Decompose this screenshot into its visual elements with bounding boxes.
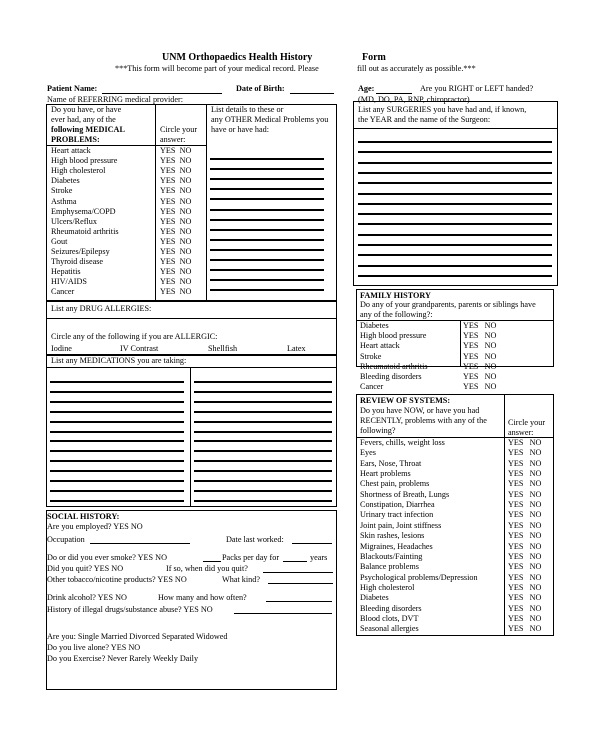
yes-no-answer[interactable] [160,277,191,287]
yes-option[interactable]: YES [160,257,176,267]
no-option[interactable]: NO [529,593,542,603]
yes-no-answer[interactable] [463,382,496,392]
medication-line[interactable] [50,460,184,462]
yes-no-answer[interactable] [508,604,541,614]
system-item: Constipation, Diarrhea [360,500,435,510]
system-item: Balance problems [360,562,419,572]
occupation-field[interactable] [90,543,190,544]
no-option[interactable]: NO [179,226,192,236]
medical-header: Do you have, or have ever had, any of the following MEDICAL PROBLEMS: [51,105,125,144]
medical-problem-item: Stroke [51,186,73,196]
no-option[interactable]: NO [179,257,192,267]
no-option[interactable]: NO [179,186,192,196]
marital-status-question[interactable]: Are you: Single Married Divorced Separated Widowed [47,632,228,641]
yes-option[interactable]: YES [508,510,524,520]
other-problem-line[interactable] [210,279,324,281]
yes-option[interactable]: YES [508,562,524,572]
system-item: Urinary tract infection [360,510,434,520]
yes-no-answer[interactable] [463,331,496,341]
social-history-title: SOCIAL HISTORY: [47,512,120,521]
yes-no-answer[interactable] [508,542,541,552]
yes-option[interactable]: YES [508,479,524,489]
how-many-label: How many and how often? [158,593,247,602]
system-item: Skin rashes, lesions [360,531,425,541]
yes-no-answer[interactable] [463,321,496,331]
medical-problem-item: Cancer [51,287,75,297]
surgery-line[interactable] [358,172,552,174]
family-condition-item: Heart attack [360,341,400,351]
yes-no-answer[interactable] [160,156,191,166]
system-item: Diabetes [360,593,389,603]
no-option[interactable]: NO [179,287,192,297]
medical-problem-item: HIV/AIDS [51,277,87,287]
yes-no-answer[interactable] [160,257,191,267]
system-item: Eyes [360,448,376,458]
yes-no-answer[interactable] [508,500,541,510]
yes-no-answer[interactable] [508,510,541,520]
surgery-line[interactable] [358,203,552,205]
family-condition-item: Stroke [360,351,382,361]
yes-no-answer[interactable] [463,372,496,382]
no-option[interactable]: NO [179,146,192,155]
alcohol-question[interactable]: Drink alcohol? YES NO [47,593,127,602]
age-field[interactable] [376,93,412,94]
other-problem-line[interactable] [210,269,324,271]
patient-name-label: Patient Name: [47,84,98,93]
form-subtitle-suffix: fill out as accurately as possible.*** [357,64,476,73]
surgery-line[interactable] [358,223,552,225]
yes-option[interactable]: YES [508,500,524,510]
medication-line[interactable] [194,401,332,403]
family-condition-item: Diabetes [360,321,389,330]
how-many-field[interactable] [266,601,332,602]
no-option[interactable]: NO [529,613,542,623]
yes-option[interactable]: YES [160,277,176,287]
medication-line[interactable] [194,480,332,482]
yes-no-answer[interactable] [508,562,541,572]
yes-option[interactable]: YES [508,489,524,499]
review-of-systems-title: REVIEW OF SYSTEMS: [360,396,451,405]
system-item: Seasonal allergies [360,624,419,634]
medication-line[interactable] [194,460,332,462]
other-problem-line[interactable] [210,239,324,241]
surgery-line[interactable] [358,244,552,246]
yes-no-answer[interactable] [508,573,541,583]
medical-problem-item: Emphysema/COPD [51,206,116,216]
surgery-line[interactable] [358,275,552,277]
medications-label: List any MEDICATIONS you are taking: [51,356,187,365]
yes-option[interactable]: YES [508,551,524,561]
no-option[interactable]: NO [529,500,542,510]
medical-problem-item: Rheumatoid arthritis [51,226,119,236]
when-quit-label: If so, when did you quit? [166,564,248,573]
surgery-line[interactable] [358,162,552,164]
dob-label: Date of Birth: [236,84,285,93]
other-problem-line[interactable] [210,259,324,261]
no-option[interactable]: NO [529,479,542,489]
what-kind-field[interactable] [268,583,333,584]
no-option[interactable]: NO [529,541,542,551]
yes-option[interactable]: YES [160,206,176,216]
years-label: years [310,553,328,562]
form-title: UNM Orthopaedics Health History [162,52,313,63]
no-option[interactable]: NO [529,582,542,592]
yes-option[interactable]: YES [508,458,524,468]
other-problems-header: List details to these or any OTHER Medical Problems you have or have had: [211,105,329,134]
no-option[interactable]: NO [484,341,497,351]
yes-no-answer[interactable] [508,593,541,603]
other-problem-line[interactable] [210,229,324,231]
surgery-line[interactable] [358,193,552,195]
no-option[interactable]: NO [484,372,497,381]
no-option[interactable]: NO [529,458,542,468]
medication-line[interactable] [50,440,184,442]
no-option[interactable]: NO [179,166,192,176]
yes-no-answer[interactable] [160,207,191,217]
yes-no-answer[interactable] [508,624,541,634]
live-alone-question[interactable]: Do you live alone? YES NO [47,643,141,652]
yes-option[interactable]: YES [160,236,176,246]
no-option[interactable]: NO [179,247,192,256]
no-option[interactable]: NO [179,236,192,246]
medication-line[interactable] [50,431,184,433]
yes-no-answer[interactable] [160,227,191,237]
medication-line[interactable] [194,431,332,433]
system-item: Migraines, Headaches [360,541,433,551]
occupation-label: Occupation [47,535,85,544]
dob-field[interactable] [290,93,334,94]
medical-problem-item: High cholesterol [51,166,106,176]
medical-problem-item: Heart attack [51,146,91,155]
medical-problem-item: Diabetes [51,176,80,186]
drugs-question[interactable]: History of illegal drugs/substance abuse? YES NO [47,605,213,614]
medication-line[interactable] [194,500,332,502]
medication-line[interactable] [194,381,332,383]
medication-line[interactable] [194,470,332,472]
yes-option[interactable]: YES [160,186,176,196]
form-subtitle: ***This form will become part of your medical record. Please [115,64,319,73]
yes-option[interactable]: YES [463,341,479,351]
yes-option[interactable]: YES [160,216,176,226]
medication-line[interactable] [194,450,332,452]
smoke-question[interactable]: Do or did you ever smoke? YES NO [47,553,167,562]
no-option[interactable]: NO [179,216,192,226]
yes-option[interactable]: YES [508,593,524,603]
surgery-line[interactable] [358,265,552,267]
allergy-option-shellfish[interactable]: Shellfish [208,344,238,353]
tobacco-question[interactable]: Other tobacco/nicotine products? YES NO [47,575,187,584]
no-option[interactable]: NO [529,489,542,499]
family-condition-item: High blood pressure [360,331,427,341]
age-label: Age: [358,84,375,93]
medication-line[interactable] [50,470,184,472]
what-kind-label: What kind? [222,575,260,584]
review-of-systems-description: Do you have NOW, or have you had RECENTLY, problems with any of the following? [360,406,487,435]
yes-option[interactable]: YES [508,438,524,447]
yes-no-answer[interactable] [508,459,541,469]
other-problem-line[interactable] [210,289,324,291]
yes-no-answer[interactable] [463,352,496,362]
yes-no-answer[interactable] [160,247,191,257]
no-option[interactable]: NO [179,206,192,216]
yes-option[interactable]: YES [160,287,176,297]
packs-label: Packs per day for [222,553,280,562]
no-option[interactable]: NO [484,382,497,392]
yes-option[interactable]: YES [508,541,524,551]
yes-no-answer[interactable] [508,479,541,489]
no-option[interactable]: NO [484,361,497,371]
other-problem-line[interactable] [210,249,324,251]
medical-problem-item: Thyroid disease [51,257,104,267]
no-option[interactable]: NO [529,562,542,572]
yes-option[interactable]: YES [160,156,176,166]
no-option[interactable]: NO [529,520,542,530]
no-option[interactable]: NO [529,572,542,582]
medical-problem-item: Seizures/Epilepsy [51,247,110,256]
yes-no-answer[interactable] [508,521,541,531]
family-condition-item: Bleeding disorders [360,372,422,381]
date-worked-label: Date last worked: [226,535,284,544]
no-option[interactable]: NO [529,510,542,520]
system-item: Ears, Nose, Throat [360,458,422,468]
system-item: Chest pain, problems [360,479,430,489]
medical-problem-item: Asthma [51,196,77,206]
no-option[interactable]: NO [529,624,542,634]
other-problem-line[interactable] [210,209,324,211]
no-option[interactable]: NO [179,156,192,166]
quit-question[interactable]: Did you quit? YES NO [47,564,124,573]
medication-line[interactable] [50,490,184,492]
yes-no-answer[interactable] [508,614,541,624]
medication-line[interactable] [50,500,184,502]
yes-no-answer[interactable] [160,267,191,277]
yes-option[interactable]: YES [463,331,479,341]
no-option[interactable]: NO [484,331,497,341]
medical-problem-item: Hepatitis [51,267,81,277]
years-field[interactable] [283,561,307,562]
medication-line[interactable] [194,440,332,442]
when-quit-field[interactable] [263,572,333,573]
yes-option[interactable]: YES [508,469,524,479]
no-option[interactable]: NO [179,176,192,186]
medication-line[interactable] [50,450,184,452]
system-item: Joint pain, Joint stiffness [360,520,442,530]
allergy-option-latex[interactable]: Latex [287,344,306,353]
medication-line[interactable] [194,411,332,413]
medication-line[interactable] [50,391,184,393]
yes-no-answer[interactable] [508,583,541,593]
allergic-circle-label: Circle any of the following if you are ALLERGIC: [51,332,218,341]
family-condition-item: Rheumatoid arthritis [360,361,428,371]
no-option[interactable]: NO [484,321,497,330]
form-title-suffix: Form [362,52,386,63]
yes-option[interactable]: YES [160,226,176,236]
yes-option[interactable]: YES [160,247,176,256]
yes-no-answer[interactable] [508,531,541,541]
no-option[interactable]: NO [484,351,497,361]
medication-line[interactable] [194,421,332,423]
yes-no-answer[interactable] [160,176,191,186]
surgery-line[interactable] [358,151,552,153]
no-option[interactable]: NO [179,196,192,206]
packs-field[interactable] [203,561,221,562]
medication-line[interactable] [50,480,184,482]
no-option[interactable]: NO [179,277,192,287]
other-problem-line[interactable] [210,178,324,180]
systems-circle-answer-header: Circle your answer: [508,418,546,437]
medication-line[interactable] [194,490,332,492]
system-item: Blackouts/Fainting [360,551,423,561]
yes-option[interactable]: YES [508,624,524,634]
yes-option[interactable]: YES [160,146,176,155]
other-problem-line[interactable] [210,188,324,190]
yes-no-answer[interactable] [508,490,541,500]
other-problem-line[interactable] [210,158,324,160]
drug-allergies-label: List any DRUG ALLERGIES: [51,304,152,313]
other-problem-line[interactable] [210,219,324,221]
medication-line[interactable] [194,391,332,393]
yes-no-answer[interactable] [463,341,496,351]
circle-answer-header: Circle your answer: [160,125,198,144]
system-item: Fevers, chills, weight loss [360,438,445,447]
no-option[interactable]: NO [529,469,542,479]
system-item: Blood clots, DVT [360,613,419,623]
yes-option[interactable]: YES [160,267,176,277]
yes-no-answer[interactable] [160,186,191,196]
yes-option[interactable]: YES [508,613,524,623]
yes-option[interactable]: YES [508,531,524,541]
medical-problem-item: Gout [51,236,68,246]
yes-option[interactable]: YES [160,196,176,206]
medication-line[interactable] [50,411,184,413]
yes-option[interactable]: YES [463,382,479,392]
surgery-line[interactable] [358,234,552,236]
yes-no-answer[interactable] [160,237,191,247]
yes-no-answer[interactable] [508,448,541,458]
no-option[interactable]: NO [179,267,192,277]
medication-line[interactable] [50,401,184,403]
handedness-label: Are you RIGHT or LEFT handed? [420,84,534,93]
provider-type-note: (MD, DO, PA, RNP, chiropractor) [358,95,470,104]
yes-option[interactable]: YES [160,176,176,186]
yes-no-answer[interactable] [508,552,541,562]
other-problem-line[interactable] [210,168,324,170]
yes-option[interactable]: YES [463,321,479,330]
yes-no-answer[interactable] [508,438,541,448]
family-condition-item: Cancer [360,382,384,392]
yes-no-answer[interactable] [508,469,541,479]
allergy-option-iv-contrast[interactable]: IV Contrast [120,344,159,353]
system-item: Shortness of Breath, Lungs [360,489,450,499]
yes-option[interactable]: YES [463,361,479,371]
surgery-line[interactable] [358,213,552,215]
no-option[interactable]: NO [529,603,542,613]
surgeries-header: List any SURGERIES you have had and, if known, the YEAR and the name of the Surgeon: [358,105,527,124]
no-option[interactable]: NO [529,531,542,541]
allergy-option-iodine[interactable]: Iodine [51,344,72,353]
yes-option[interactable]: YES [508,520,524,530]
surgery-line[interactable] [358,182,552,184]
other-problem-line[interactable] [210,198,324,200]
yes-option[interactable]: YES [508,448,524,458]
yes-option[interactable]: YES [463,351,479,361]
yes-option[interactable]: YES [508,603,524,613]
medication-line[interactable] [50,381,184,383]
yes-no-answer[interactable] [463,362,496,372]
system-item: Bleeding disorders [360,603,422,613]
family-history-description: Do any of your grandparents, parents or siblings have any of the following?: [360,300,536,319]
yes-option[interactable]: YES [508,572,524,582]
patient-name-field[interactable] [102,93,222,94]
yes-no-answer[interactable] [160,197,191,207]
medical-problem-item: Ulcers/Reflux [51,216,97,226]
no-option[interactable]: NO [529,551,542,561]
yes-option[interactable]: YES [160,166,176,176]
system-item: Psychological problems/Depression [360,572,478,582]
family-history-title: FAMILY HISTORY [360,291,431,300]
system-item: High cholesterol [360,582,415,592]
yes-no-answer[interactable] [160,217,191,227]
employed-question[interactable]: Are you employed? YES NO [47,522,143,531]
exercise-question[interactable]: Do you Exercise? Never Rarely Weekly Daily [47,654,199,663]
yes-option[interactable]: YES [508,582,524,592]
no-option[interactable]: NO [529,448,542,458]
yes-no-answer[interactable] [160,146,191,156]
system-item: Heart problems [360,469,411,479]
referring-provider-label: Name of REFERRING medical provider: [47,95,183,104]
surgery-line[interactable] [358,254,552,256]
surgery-line[interactable] [358,141,552,143]
no-option[interactable]: NO [529,438,542,447]
medical-problem-item: High blood pressure [51,156,118,166]
date-worked-field[interactable] [292,543,332,544]
drugs-field[interactable] [234,613,332,614]
yes-no-answer[interactable] [160,166,191,176]
yes-option[interactable]: YES [463,372,479,381]
yes-no-answer[interactable] [160,287,191,297]
medication-line[interactable] [50,421,184,423]
